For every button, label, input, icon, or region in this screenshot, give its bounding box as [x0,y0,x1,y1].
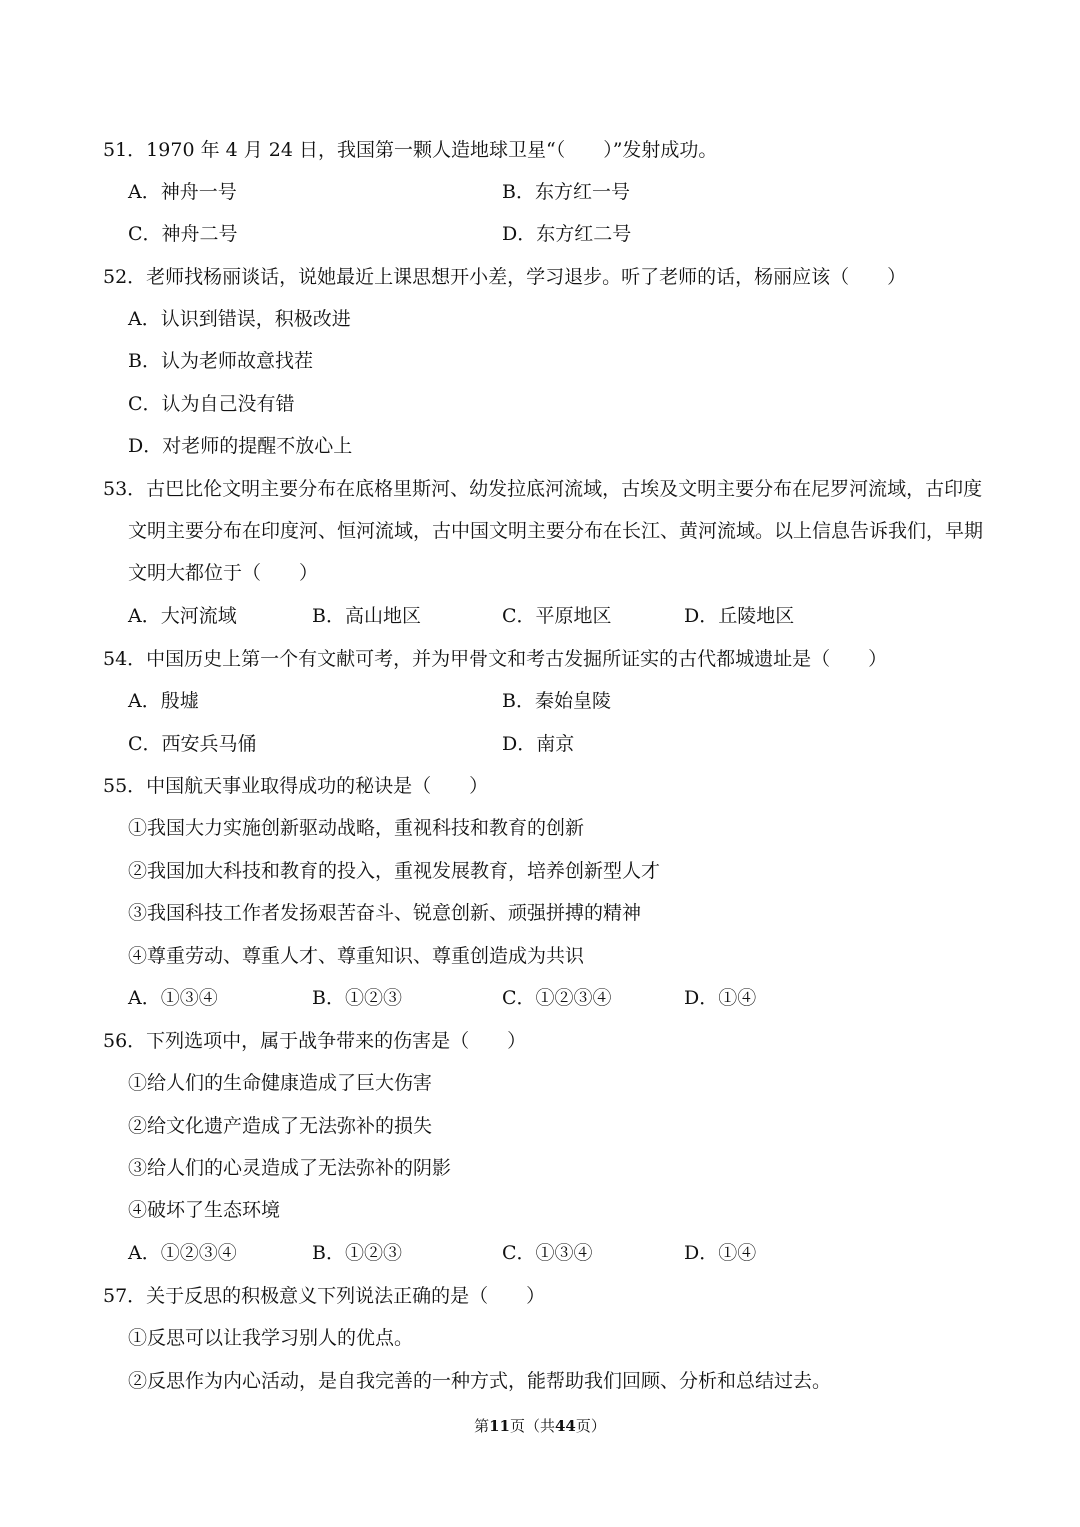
question-53-option-c: C．平原地区 [502,605,612,627]
question-54-option-c: C．西安兵马俑 [128,733,257,755]
footer-prefix: 第 [474,1417,490,1435]
page-number: 11 [489,1417,510,1435]
question-57-stem: 57．关于反思的积极意义下列说法正确的是（ ） [103,1285,546,1307]
question-54-option-b: B．秦始皇陵 [502,690,611,712]
question-55-option-c: C．①②③④ [502,987,612,1009]
question-56-statement-3: ③给人们的心灵造成了无法弥补的阴影 [128,1157,452,1179]
question-56-option-c: C．①③④ [502,1242,593,1264]
question-51-stem: 51．1970 年 4 月 24 日，我国第一颗人造地球卫星“（ ）”发射成功。 [103,139,718,161]
question-51-option-d: D．东方红二号 [502,223,632,245]
question-55-statement-2: ②我国加大科技和教育的投入，重视发展教育，培养创新型人才 [128,860,661,882]
question-53-stem-line-3: 文明大都位于（ ） [128,562,319,584]
question-57-statement-1: ①反思可以让我学习别人的优点。 [128,1327,414,1349]
question-55-statement-3: ③我国科技工作者发扬艰苦奋斗、锐意创新、顽强拼搏的精神 [128,902,642,924]
footer-middle: 页（共 [509,1417,555,1435]
question-56-option-b: B．①②③ [312,1242,402,1264]
question-52-option-b: B．认为老师故意找茬 [128,350,313,372]
question-52-option-a: A．认识到错误，积极改进 [128,308,351,330]
question-56-statement-1: ①给人们的生命健康造成了巨大伤害 [128,1072,433,1094]
question-55-option-a: A．①③④ [128,987,218,1009]
question-53-option-b: B．高山地区 [312,605,421,627]
question-53-stem-line-1: 53．古巴比伦文明主要分布在底格里斯河、幼发拉底河流域，古埃及文明主要分布在尼罗河流域，古印度 [103,478,983,500]
question-52-stem: 52．老师找杨丽谈话，说她最近上课思想开小差，学习退步。听了老师的话，杨丽应该（ ） [103,266,907,288]
question-54-option-a: A．殷墟 [128,690,199,712]
question-52-option-d: D．对老师的提醒不放心上 [128,435,353,457]
question-55-statement-4: ④尊重劳动、尊重人才、尊重知识、尊重创造成为共识 [128,945,585,967]
question-53-stem-line-2: 文明主要分布在印度河、恒河流域，古中国文明主要分布在长江、黄河流域。以上信息告诉我们，早期 [128,520,984,542]
question-57-statement-2: ②反思作为内心活动，是自我完善的一种方式，能帮助我们回顾、分析和总结过去。 [128,1370,832,1392]
question-53-option-a: A．大河流域 [128,605,237,627]
question-55-option-d: D．①④ [684,987,757,1009]
total-pages: 44 [555,1417,576,1435]
question-56-statement-2: ②给文化遗产造成了无法弥补的损失 [128,1115,433,1137]
page-footer [0,1416,1080,1436]
footer-suffix: 页） [575,1417,606,1435]
question-51-option-b: B．东方红一号 [502,181,630,203]
question-53-option-d: D．丘陵地区 [684,605,795,627]
question-51-option-a: A．神舟一号 [128,181,237,203]
question-52-option-c: C．认为自己没有错 [128,393,295,415]
question-56-option-d: D．①④ [684,1242,757,1264]
question-51-option-c: C．神舟二号 [128,223,238,245]
question-56-option-a: A．①②③④ [128,1242,237,1264]
question-55-stem: 55．中国航天事业取得成功的秘诀是（ ） [103,775,489,797]
question-56-stem: 56．下列选项中，属于战争带来的伤害是（ ） [103,1030,527,1052]
question-54-option-d: D．南京 [502,733,575,755]
question-54-stem: 54．中国历史上第一个有文献可考，并为甲骨文和考古发掘所证实的古代都城遗址是（ ） [103,648,888,670]
question-55-statement-1: ①我国大力实施创新驱动战略，重视科技和教育的创新 [128,817,585,839]
question-55-option-b: B．①②③ [312,987,402,1009]
question-56-statement-4: ④破坏了生态环境 [128,1199,281,1221]
